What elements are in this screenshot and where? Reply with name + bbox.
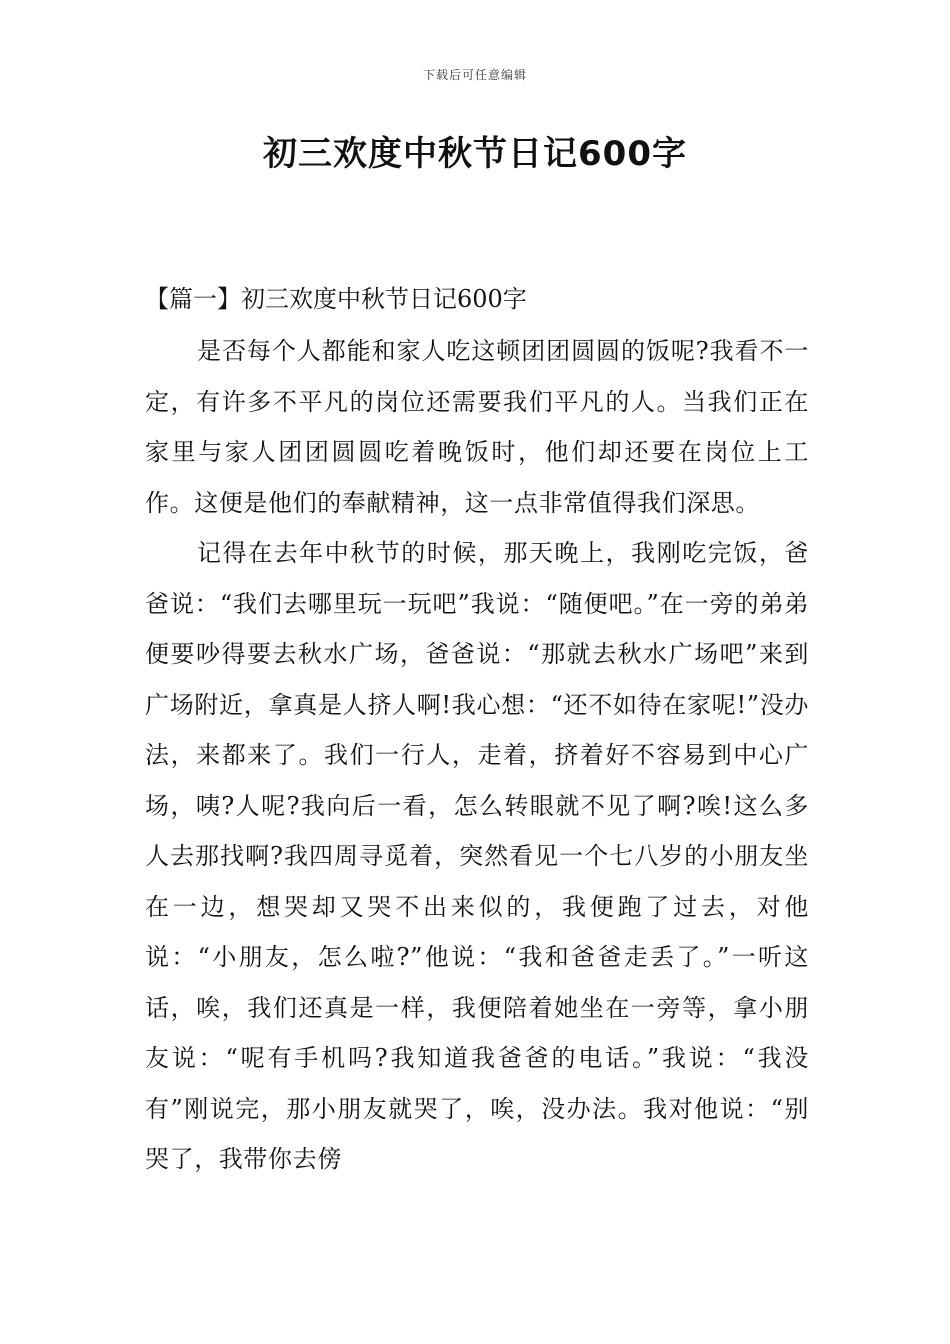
paragraph-2: 记得在去年中秋节的时候，那天晚上，我刚吃完饭，爸爸说：“我们去哪里玩一玩吧”我说：“随便吧。”在一旁的弟弟便要吵得要去秋水广场，爸爸说：“那就去秋水广场吧”来到广场附近，拿真是人挤人啊!我心想：“还不如待在家呢!”没办法，来都来了。我们一行人，走着，挤着好不容易到中心广场，咦?人呢?我向后一看，怎么转眼就不见了啊?唉!这么多人去那找啊?我四周寻觅着，突然看见一个七八岁的小朋友坐在一边，想哭却又哭不出来似的，我便跑了过去，对他说：“小朋友，怎么啦?”他说：“我和爸爸走丢了。”一听这话，唉，我们还真是一样，我便陪着她坐在一旁等，拿小朋友说：“呢有手机吗?我知道我爸爸的电话。”我说：“我没有”刚说完，那小朋友就哭了，唉，没办法。我对他说：“别哭了，我带你去傍 (145, 539, 809, 1173)
document-body (145, 326, 809, 1185)
header-note: 下载后可任意编辑 (422, 68, 527, 82)
section-heading: 【篇一】初三欢度中秋节日记600字 (145, 285, 527, 313)
paragraph-1: 是否每个人都能和家人吃这顿团团圆圆的饭呢?我看不一定，有许多不平凡的岗位还需要我们平凡的人。当我们正在家里与家人团团圆圆吃着晚饭时，他们却还要在岗位上工作。这便是他们的奉献精神，这一点非常值得我们深思。 (145, 337, 809, 517)
document-title: 初三欢度中秋节日记600字 (263, 134, 687, 174)
